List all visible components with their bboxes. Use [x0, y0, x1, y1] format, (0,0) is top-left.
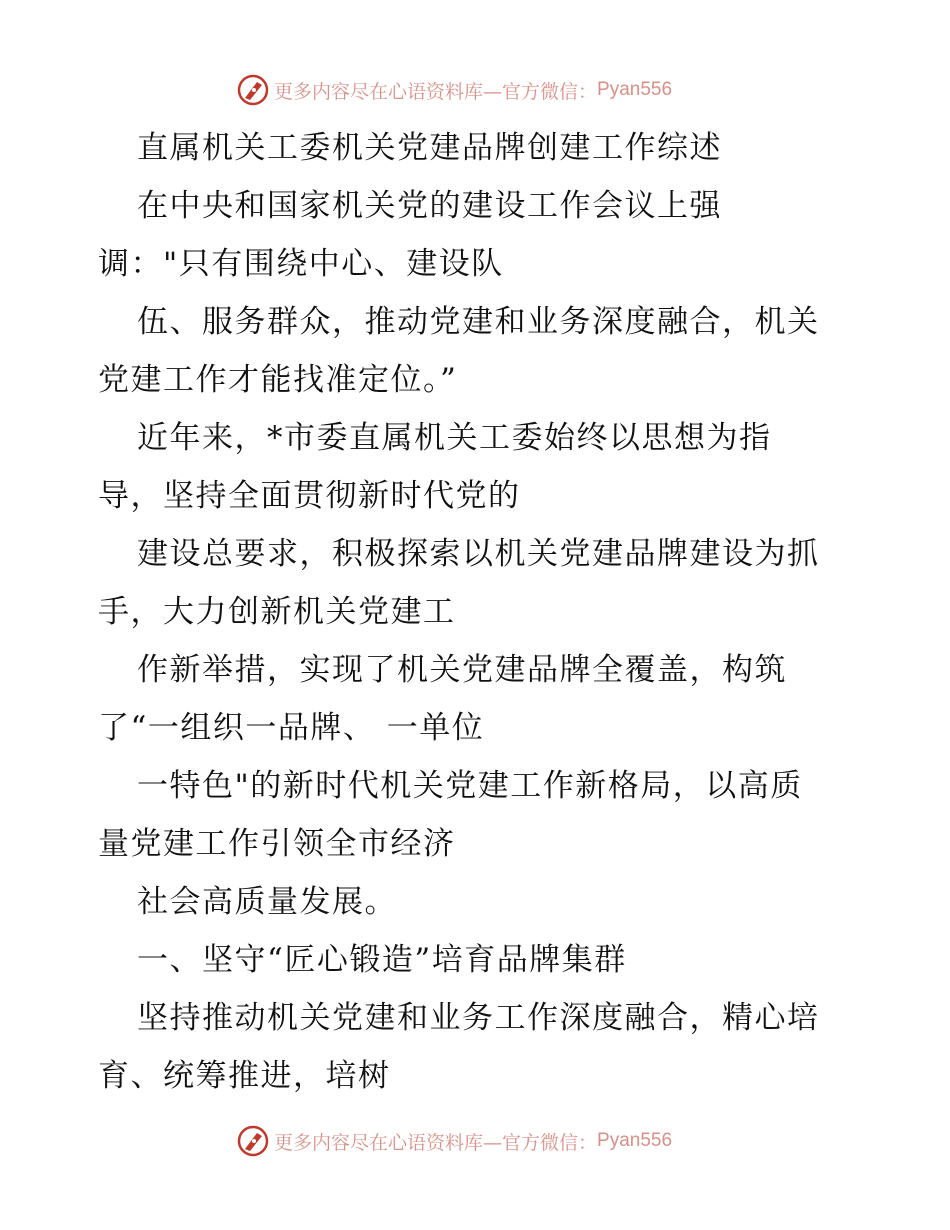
- pen-nib-circle-icon: [236, 1124, 270, 1158]
- text-line: 一特色"的新时代机关党建工作新格局，以高质: [137, 768, 803, 804]
- text-line: 手，大力创新机关党建工: [98, 594, 456, 630]
- section-heading: 一、坚守“匠心锻造”培育品牌集群: [137, 942, 627, 978]
- text-line: 伍、服务群众，推动党建和业务深度融合，机关: [137, 304, 820, 340]
- text-line: 作新举措，实现了机关党建品牌全覆盖，构筑: [137, 652, 787, 688]
- text-line: 建设总要求，积极探索以机关党建品牌建设为抓: [137, 536, 820, 572]
- text-line: 近年来，*市委直属机关工委始终以思想为指: [137, 420, 772, 456]
- text-line: 育、统筹推进，培树: [98, 1058, 391, 1094]
- watermark-text-en: Pyan556: [597, 79, 673, 100]
- text-line: 导，坚持全面贯彻新时代党的: [98, 478, 521, 514]
- pen-nib-circle-icon: [236, 73, 270, 107]
- document-title: 直属机关工委机关党建品牌创建工作综述: [137, 130, 722, 166]
- text-line: 党建工作才能找准定位。”: [98, 362, 458, 398]
- header-watermark: [236, 72, 672, 108]
- text-line: 了“一组织一品牌、 一单位: [98, 710, 485, 746]
- text-line: 在中央和国家机关党的建设工作会议上强: [137, 188, 722, 224]
- text-line: 调："只有围绕中心、建设队: [98, 246, 504, 282]
- text-line: 量党建工作引领全市经济: [98, 826, 456, 862]
- watermark-text-cn: 更多内容尽在心语资料库—官方微信：: [274, 80, 598, 103]
- text-line: 社会高质量发展。: [137, 884, 397, 920]
- watermark-text-en: Pyan556: [597, 1130, 673, 1151]
- text-line: 坚持推动机关党建和业务工作深度融合，精心培: [137, 1000, 820, 1036]
- watermark-text-cn: 更多内容尽在心语资料库—官方微信：: [274, 1131, 598, 1154]
- footer-watermark: [236, 1123, 672, 1159]
